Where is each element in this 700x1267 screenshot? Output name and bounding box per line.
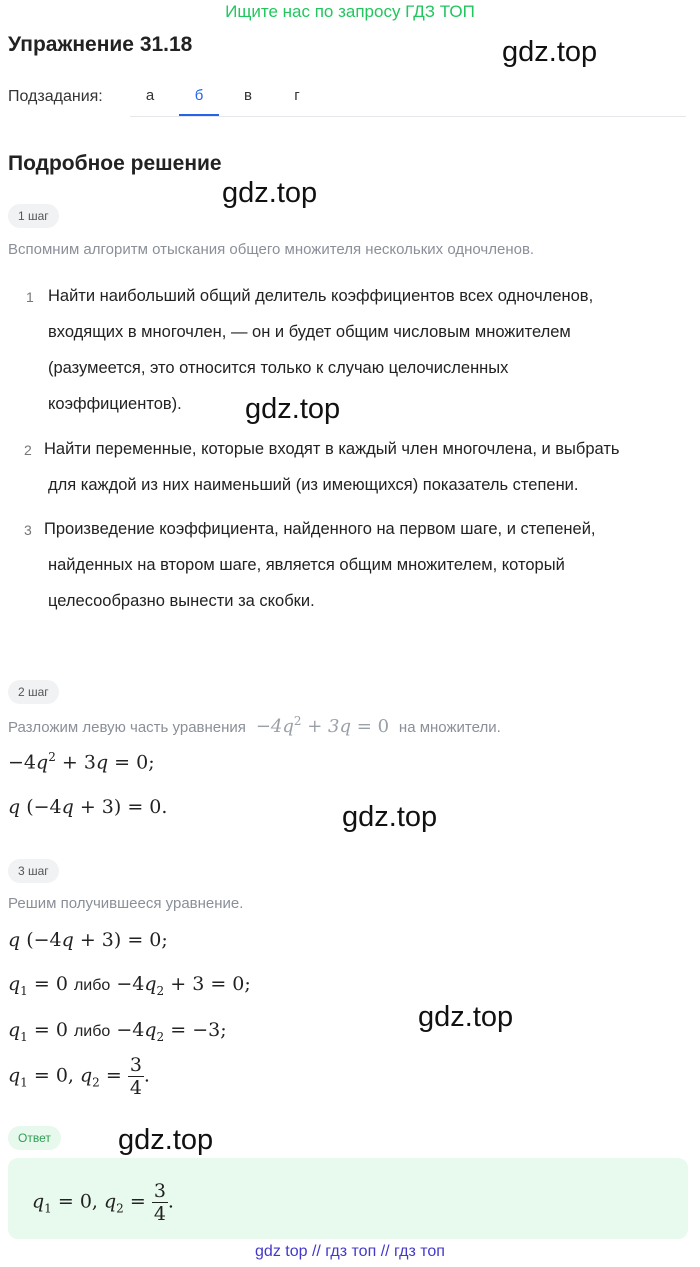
list-line: Найти наибольший общий делитель коэффициентов всех одночленов, <box>48 287 594 305</box>
watermark: gdz.top <box>342 801 438 833</box>
tab-g[interactable]: г <box>294 87 300 104</box>
solution-heading: Подробное решение <box>8 152 222 175</box>
list-line: для каждой из них наименьший (из имеющихся) показатель степени. <box>48 476 579 494</box>
step-badge: 3 шаг <box>8 859 59 883</box>
list-line: входящих в многочлен, — он и будет общим числовым множителем <box>48 323 571 341</box>
step-intro: Вспомним алгоритм отыскания общего множителя нескольких одночленов. <box>8 241 535 258</box>
page-title: Упражнение 31.18 <box>8 33 193 56</box>
formula: $-4q^2 + 3q = 0$ <box>250 714 390 737</box>
answer-formula: $q_1 = 0$, $q_2$ = $\frac{3}{4}$ . <box>32 1180 174 1225</box>
list-number: 2 <box>24 442 32 458</box>
fraction: $\frac{3}{4}$ <box>129 1054 142 1099</box>
step-badge: 1 шаг <box>8 204 59 228</box>
watermark: gdz.top <box>118 1124 214 1156</box>
list-item <box>44 511 596 619</box>
watermark: gdz.top <box>418 1001 514 1033</box>
list-line: целесообразно вынести за скобки. <box>48 592 315 610</box>
word-either: либо <box>73 977 111 994</box>
watermark: gdz.top <box>502 36 598 68</box>
watermark: gdz.top <box>222 177 318 209</box>
answer-box <box>8 1158 688 1239</box>
list-number: 1 <box>26 289 34 305</box>
formula: q (−4q + 3) = 0; <box>8 929 168 951</box>
list-item <box>44 431 620 503</box>
formula: $-4q^2 + 3q = 0$; <box>8 750 155 774</box>
list-line: Найти переменные, которые входят в каждый член многочлена, и выбрать <box>44 440 620 458</box>
list-line: коэффициентов). <box>48 395 182 413</box>
step-intro-text: Разложим левую часть уравнения <box>8 719 246 736</box>
list-line: (разумеется, это относится только к случаю целочисленных <box>48 359 509 377</box>
list-line: Произведение коэффициента, найденного на первом шаге, и степеней, <box>44 520 596 538</box>
tab-b[interactable]: б <box>179 78 219 116</box>
list-number: 3 <box>24 522 32 538</box>
step-intro-text: на множители. <box>398 719 501 736</box>
formula: $q_1 = 0$ либо $-4q_2 + 3 = 0$; <box>8 973 251 998</box>
tab-v[interactable]: в <box>244 87 252 104</box>
list-line: найденных на втором шаге, является общим множителем, который <box>48 556 565 574</box>
step-intro <box>8 714 501 737</box>
word-either: либо <box>73 1023 111 1040</box>
formula: $q_1 = 0$ либо $-4q_2 = -3$; <box>8 1019 227 1044</box>
tab-a[interactable]: а <box>145 87 155 104</box>
subtasks-label: Подзадания: <box>8 88 103 105</box>
subtask-tabs <box>130 78 686 117</box>
formula: $q_1 = 0$, $q_2$ = $\frac{3}{4}$ . <box>8 1054 150 1099</box>
promo-banner: Ищите нас по запросу ГДЗ ТОП <box>225 2 475 21</box>
step-badge: 2 шаг <box>8 680 59 704</box>
answer-badge: Ответ <box>8 1126 61 1150</box>
formula: q (−4q + 3) = 0. <box>8 796 168 818</box>
fraction: $\frac{3}{4}$ <box>153 1180 166 1225</box>
footer-links[interactable]: gdz top // гдз топ // гдз топ <box>255 1243 445 1260</box>
step-intro: Решим получившееся уравнение. <box>8 895 244 912</box>
watermark: gdz.top <box>245 393 341 425</box>
